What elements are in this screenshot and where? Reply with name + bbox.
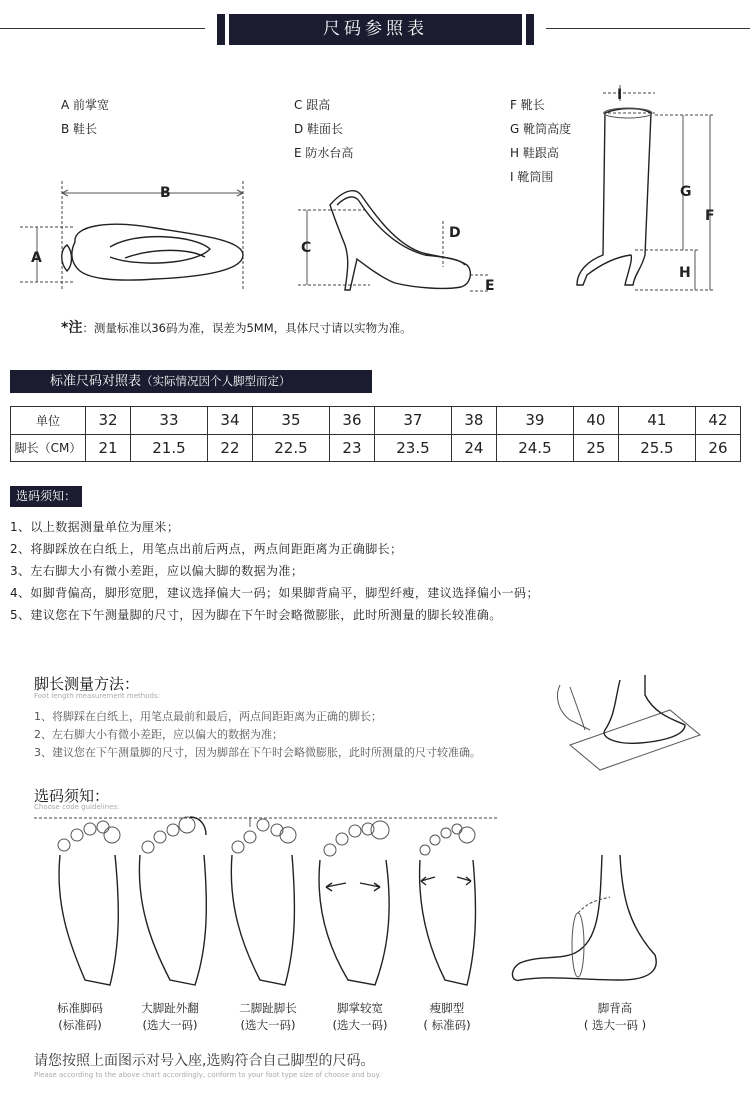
size-cell: 39 [496,407,573,435]
boot-side-diagram [575,85,745,300]
measurement-note [61,317,412,337]
foot-caption-high-instep [570,1000,660,1034]
bunion-foot-outline [139,817,206,985]
slim-foot-outline [420,824,476,985]
row-label-length: 脚长（CM） [11,434,86,462]
diagram-label-f: F [705,208,715,224]
diagram-label-c: C [301,240,312,256]
legend-d: D 鞋面长 [294,122,344,136]
length-cell: 23.5 [374,434,451,462]
foot-caption-standard [35,1000,125,1034]
shoe-top-view-diagram [15,175,265,295]
foot-advice: ( 标准码) [423,1018,471,1032]
foot-advice: ( 选大一码 ) [583,1018,647,1032]
size-cell: 36 [329,407,374,435]
length-cell: 21 [86,434,131,462]
foot-caption-bunion [125,1000,215,1034]
size-cell: 32 [86,407,131,435]
foot-name: 二脚趾脚长 [239,1001,297,1015]
legend-f: F 靴长 [510,98,545,112]
pump-side-diagram [295,185,515,295]
measure-item: 3、建议您在下午测量脚的尺寸，因为脚部在下午时会略微膨胀，此时所测量的尺寸较准确。 [34,746,481,759]
size-table [10,406,741,462]
size-cell: 42 [695,407,740,435]
high-instep-foot-outline [512,855,656,980]
length-cell: 21.5 [130,434,207,462]
foot-advice: (选大一码) [332,1018,388,1032]
header-rule-left [0,28,205,29]
length-cell: 24 [451,434,496,462]
tip-item: 1、以上数据测量单位为厘米； [10,520,180,534]
diagram-label-b: B [160,185,171,201]
legend-e: E 防水台高 [294,146,354,160]
foot-measuring-illustration [545,675,705,765]
foot-caption-wide [315,1000,405,1034]
legend-b: B 鞋长 [61,122,98,136]
standard-foot-outline [58,821,120,985]
length-cell: 24.5 [496,434,573,462]
length-cell: 25.5 [618,434,695,462]
legend-a: A 前掌宽 [61,98,110,112]
tips-title: 选码须知： [10,486,82,507]
foot-caption-second-toe [223,1000,313,1034]
diagram-label-d: D [449,225,461,241]
header-rule-right [546,28,750,29]
foot-name: 脚背高 [597,1001,633,1015]
measure-item: 1、将脚踩在白纸上，用笔点最前和最后，两点间距距离为正确的脚长； [34,710,382,723]
legend-i: I 靴筒围 [510,170,554,184]
legend-g: G 靴筒高度 [510,122,572,136]
size-cell: 37 [374,407,451,435]
long-second-toe-outline [231,817,296,985]
size-cell: 34 [207,407,252,435]
foot-name: 瘦脚型 [429,1001,465,1015]
length-row [11,434,741,462]
diagram-label-a: A [31,250,42,266]
tip-item: 2、将脚踩放在白纸上，用笔点出前后两点，两点间距距离为正确脚长； [10,542,403,556]
size-cell: 38 [451,407,496,435]
diagram-label-g: G [680,184,692,200]
size-table-title-bar [10,370,372,393]
foot-advice: (选大一码) [142,1018,198,1032]
tip-item: 5、建议您在下午测量脚的尺寸，因为脚在下午时会略微膨胀，此时所测量的脚长较准确。 [10,608,502,622]
size-table-subtitle: （实际情况因个人脚型而定） [141,374,291,388]
length-cell: 25 [573,434,618,462]
row-label-unit: 单位 [11,407,86,435]
foot-type-diagrams [40,815,700,990]
measure-item: 2、左右脚大小有微小差距，应以偏大的数据为准； [34,728,283,741]
foot-advice: (标准码) [58,1018,102,1032]
length-cell: 22.5 [252,434,329,462]
diagram-label-h: H [679,265,691,281]
measure-title: 脚长测量方法： [34,675,140,693]
size-cell: 41 [618,407,695,435]
tip-item: 3、左右脚大小有微小差距，应以偏大脚的数据为准； [10,564,304,578]
foot-advice: (选大一码) [240,1018,296,1032]
wide-foot-outline [319,821,389,985]
choose-subtitle: Choose code guidelines: [34,803,120,811]
tip-item: 4、如脚背偏高，脚形宽肥，建议选择偏大一码；如果脚背扁平，脚型纤瘦，建议选择偏小一码； [10,586,539,600]
size-table-title: 标准尺码对照表 [50,374,142,389]
measure-subtitle: Foot length measurement methods: [34,692,160,700]
length-cell: 22 [207,434,252,462]
size-cell: 33 [130,407,207,435]
choose-title: 选码须知： [34,787,110,805]
foot-name: 标准脚码 [57,1001,103,1015]
foot-name: 脚掌较宽 [337,1001,383,1015]
note-text: ：测量标准以36码为准，误差为5MM，具体尺寸请以实物为准。 [82,321,412,335]
length-cell: 23 [329,434,374,462]
size-row [11,407,741,435]
note-mark: *注 [61,320,83,336]
length-cell: 26 [695,434,740,462]
footer-text: 请您按照上面图示对号入座,选购符合自己脚型的尺码。 [34,1053,375,1069]
footer-subtext: Please according to the above chart accordingly, conform to your foot type size of choose and buy. [34,1071,382,1079]
page-title: 尺码参照表 [229,14,522,45]
size-cell: 35 [252,407,329,435]
diagram-label-e: E [485,278,495,294]
foot-name: 大脚趾外翻 [141,1001,199,1015]
legend-h: H 鞋跟高 [510,146,559,160]
diagram-label-i: I [617,87,623,103]
foot-caption-slim [402,1000,492,1034]
legend-c: C 跟高 [294,98,331,112]
size-cell: 40 [573,407,618,435]
